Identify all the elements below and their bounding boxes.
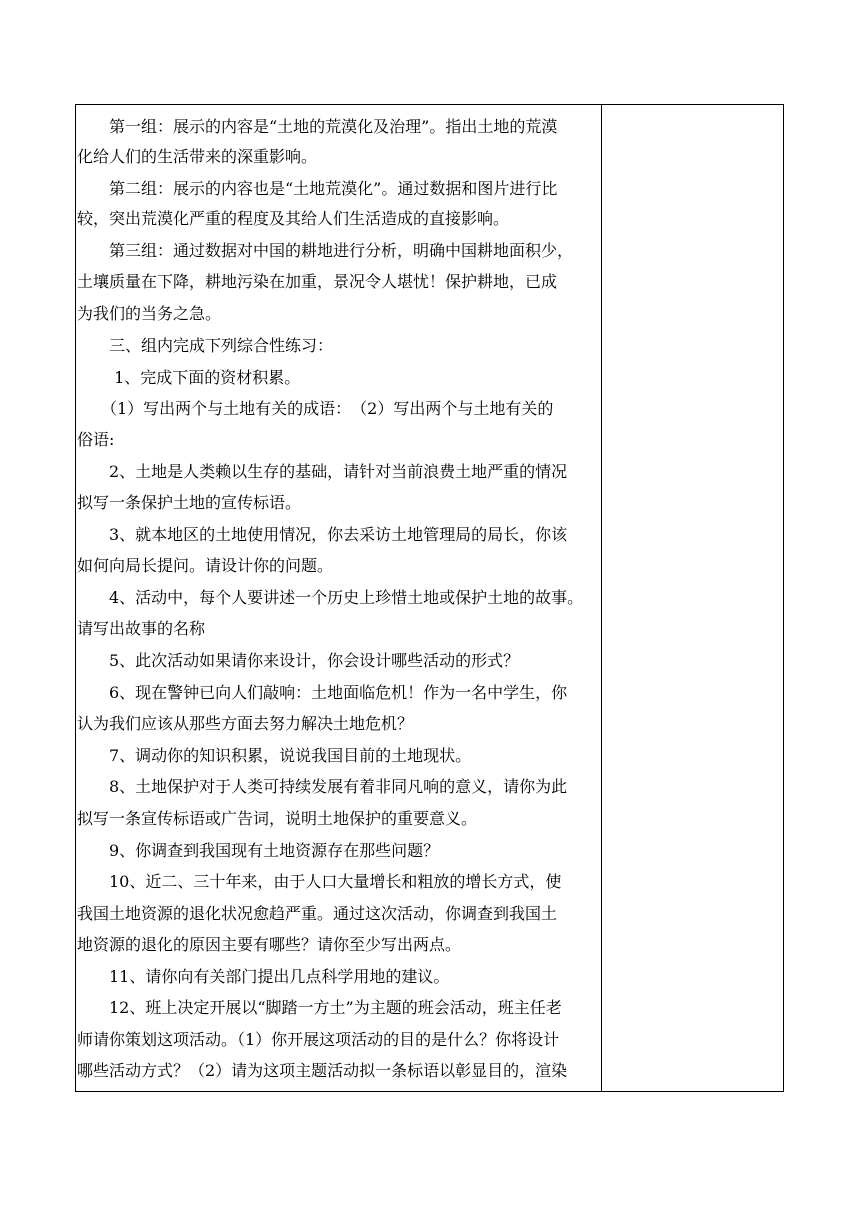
text-line: 7、调动你的知识积累，说说我国目前的土地现状。: [77, 746, 472, 765]
text-line: 三、组内完成下列综合性练习：: [77, 336, 334, 355]
text-line: 10、近二、三十年来，由于人口大量增长和粗放的增长方式，使: [77, 872, 562, 891]
text-line: 5、此次活动如果请你来设计，你会设计哪些活动的形式？: [77, 651, 520, 670]
text-line: 俗语:: [77, 430, 115, 449]
text-line: （1）写出两个与土地有关的成语： （2）写出两个与土地有关的: [77, 399, 554, 418]
text-line: 较，突出荒漠化严重的程度及其给人们生活造成的直接影响。: [77, 209, 510, 228]
text-line: 师请你策划这项活动。（1）你开展这项活动的目的是什么？你将设计: [77, 1030, 560, 1049]
text-line: 我国土地资源的退化状况愈趋严重。通过这次活动，你调查到我国土: [77, 904, 558, 923]
text-line: 请写出故事的名称: [77, 619, 206, 638]
text-line: 3、就本地区的土地使用情况，你去采访土地管理局的局长，你该: [77, 525, 568, 544]
main-text-cell: [76, 105, 602, 1091]
text-line: 地资源的退化的原因主要有哪些？请你至少写出两点。: [77, 935, 462, 954]
text-line: 12、班上决定开展以“脚踏一方土”为主题的班会活动，班主任老: [77, 998, 562, 1017]
text-line: 1、完成下面的资材积累。: [77, 368, 301, 387]
text-line: 拟写一条保护土地的宣传标语。: [77, 493, 302, 512]
text-line: 第一组：展示的内容是“土地的荒漠化及治理”。指出土地的荒漠: [77, 117, 558, 136]
text-line: 认为我们应该从那些方面去努力解决土地危机？: [77, 714, 414, 733]
text-line: 土壤质量在下降，耕地污染在加重，景况令人堪忧！保护耕地，已成: [77, 272, 558, 291]
text-line: 拟写一条宣传标语或广告词，说明土地保护的重要意义。: [77, 809, 478, 828]
notes-cell: [603, 105, 783, 1091]
text-line: 哪些活动方式？（2）请为这项主题活动拟一条标语以彰显目的，渲染: [77, 1061, 568, 1080]
text-line: 9、你调查到我国现有土地资源存在那些问题？: [77, 841, 440, 860]
text-line: 第二组：展示的内容也是“土地荒漠化”。通过数据和图片进行比: [77, 179, 558, 198]
text-line: 8、土地保护对于人类可持续发展有着非同凡响的意义，请你为此: [77, 777, 568, 796]
text-line: 第三组：通过数据对中国的耕地进行分析，明确中国耕地面积少，: [77, 241, 574, 260]
content-table: [75, 104, 784, 1092]
column-divider: [601, 105, 602, 1091]
text-line: 2、土地是人类赖以生存的基础，请针对当前浪费土地严重的情况: [77, 462, 568, 481]
text-line: 4、活动中，每个人要讲述一个历史上珍惜土地或保护土地的故事。: [77, 588, 584, 607]
text-line: 化给人们的生活带来的深重影响。: [77, 147, 318, 166]
text-line: 11、请你向有关部门提出几点科学用地的建议。: [77, 967, 450, 986]
text-line: 为我们的当务之急。: [77, 304, 222, 323]
text-line: 如何向局长提问。请设计你的问题。: [77, 556, 334, 575]
text-line: 6、现在警钟已向人们敲响：土地面临危机！作为一名中学生，你: [77, 683, 568, 702]
